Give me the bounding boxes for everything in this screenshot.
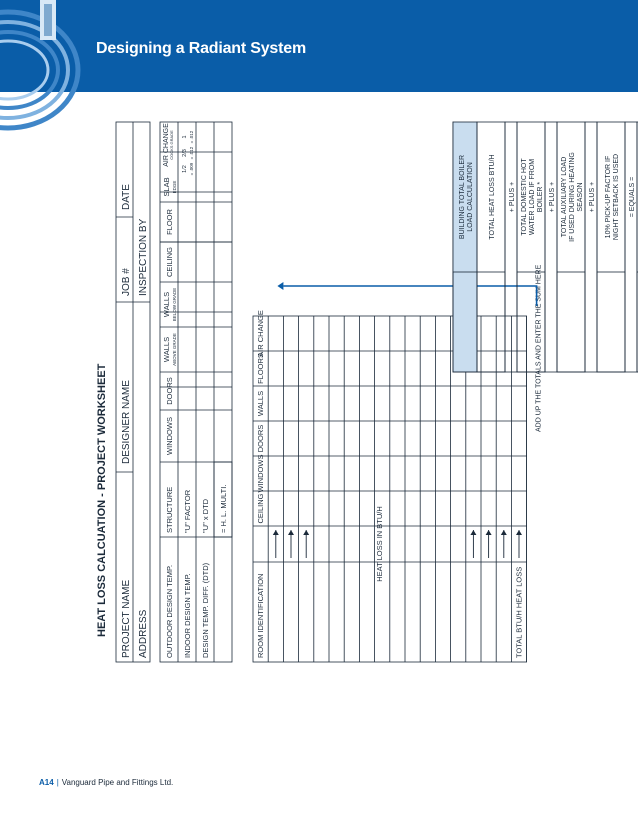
heat-loss-arrow-head — [470, 530, 476, 535]
heat-loss-arrow-head — [486, 530, 492, 535]
auxiliary-load-cell-label: IF USED DURING HEATING — [569, 152, 576, 242]
structure-col-header: WALLS — [162, 291, 171, 318]
domestic-load-cell-label: WATER LOAD IF FROM — [529, 158, 536, 236]
air-change-fraction: 1 — [182, 135, 188, 139]
total-heat-loss-cell-label: TOTAL HEAT LOSS BTU/H — [489, 154, 496, 240]
pickup-factor-cell-label: 10% PICK-UP FACTOR IF — [605, 155, 612, 239]
add-up-connector — [283, 286, 536, 306]
structure-col-header: FLOOR — [165, 209, 174, 235]
address-label: ADDRESS — [138, 609, 149, 658]
air-change-subheader: COCKS GRADE — [169, 130, 174, 160]
factor-row-label: "U" x DTD — [201, 498, 210, 533]
total-heat-loss-label: TOTAL BTU/H HEAT LOSS — [514, 566, 524, 658]
structure-col-header: DOORS — [165, 377, 174, 405]
air-change-fraction: 1/2 — [182, 165, 188, 173]
structure-col-header: WINDOWS — [165, 417, 174, 455]
pickup-factor-cell-label: NIGHT SETBACK IS USED — [613, 153, 620, 241]
company-name: Vanguard Pipe and Fittings Ltd. — [61, 778, 174, 787]
auxiliary-load-cell-entry — [557, 272, 585, 372]
domestic-load-cell-label: BOILER * — [537, 181, 544, 213]
air-change-value: = .012 — [189, 130, 194, 144]
factor-row-label: = H. L. MULTI. — [219, 484, 228, 533]
auxiliary-load-cell-label: TOTAL AUXILIARY LOAD — [561, 156, 568, 238]
air-change-value: = .012 — [189, 146, 194, 160]
structure-col-header: SLAB — [162, 177, 171, 197]
room-id-header: ROOM IDENTIFICATION — [256, 573, 265, 658]
room-col-header: WINDOWS — [256, 454, 265, 493]
heat-loss-arrow-head — [273, 530, 279, 535]
worksheet-table — [96, 117, 636, 672]
heat-loss-label: HEAT LOSS IN BTU/H — [375, 506, 385, 582]
room-col-header: DOORS — [256, 424, 265, 453]
plus-row-label: + PLUS + — [549, 181, 556, 213]
designer-name-label: DESIGNER NAME — [121, 380, 132, 464]
structure-col-header: CEILING — [165, 246, 174, 278]
pickup-factor-cell-entry — [597, 272, 625, 372]
structure-col-header: WALLS — [162, 336, 171, 363]
equals-row-label: = EQUALS = — [629, 176, 636, 218]
worksheet — [96, 117, 636, 672]
heat-loss-arrow-head — [303, 530, 309, 535]
pipe-coil-graphic — [0, 0, 90, 92]
air-change-fraction: 2/3 — [182, 149, 188, 157]
air-change-value: = .009 — [189, 162, 194, 176]
plus-row-label: + PLUS + — [589, 181, 596, 213]
page-header — [0, 0, 638, 92]
design-temp-label: OUTDOOR DESIGN TEMP. — [165, 564, 174, 658]
room-col-header: WALLS — [256, 390, 265, 417]
factor-row-label: STRUCTURE — [165, 486, 174, 533]
boiler-heading-cell-label: LOAD CALCULATION — [467, 162, 474, 232]
inspection-by-label: INSPECTION BY — [138, 218, 149, 296]
room-col-header: AIR CHANGE — [256, 310, 265, 357]
equals-row — [625, 122, 637, 372]
factor-row-label: "U" FACTOR — [183, 489, 192, 533]
room-col-header: CEILING — [256, 493, 265, 524]
structure-col-subheader: BELOW GRADE — [172, 287, 177, 322]
auxiliary-load-cell-label: SEASON — [577, 182, 584, 212]
boiler-heading-cell-label: BUILDING TOTAL BOILER — [459, 154, 466, 240]
heat-loss-arrow-head — [501, 530, 507, 535]
add-up-connector-head — [277, 282, 283, 290]
air-change-header: AIR CHANGE — [163, 123, 170, 167]
section-title: Designing a Radiant System — [96, 40, 306, 57]
page-number: A14 — [39, 778, 54, 787]
add-up-note: ADD UP THE TOTALS AND ENTER THE SUM HERE — [535, 264, 543, 432]
structure-col-subheader: EDGE — [172, 180, 177, 194]
page-footer: A14 | Vanguard Pipe and Fittings Ltd. — [39, 778, 174, 787]
plus-row-label: + PLUS + — [509, 181, 516, 213]
structure-col-subheader: ABOVE GRADE — [172, 333, 177, 366]
design-temp-label: INDOOR DESIGN TEMP. — [183, 573, 192, 658]
date-label: DATE — [121, 184, 132, 210]
plus-row — [545, 122, 557, 372]
plus-row — [585, 122, 597, 372]
design-temp-label: DESIGN TEMP. DIFF. (DTD) — [201, 562, 210, 658]
project-name-label: PROJECT NAME — [121, 579, 132, 658]
room-col-header: FLOORS — [256, 353, 265, 384]
domestic-load-cell-label: TOTAL DOMESTIC HOT — [521, 158, 528, 236]
heat-loss-arrow-head — [288, 530, 294, 535]
worksheet-title: HEAT LOSS CALCUATION - PROJECT WORKSHEET — [96, 363, 108, 637]
heat-loss-arrow-head — [516, 530, 522, 535]
job-number-label: JOB # — [121, 268, 132, 296]
